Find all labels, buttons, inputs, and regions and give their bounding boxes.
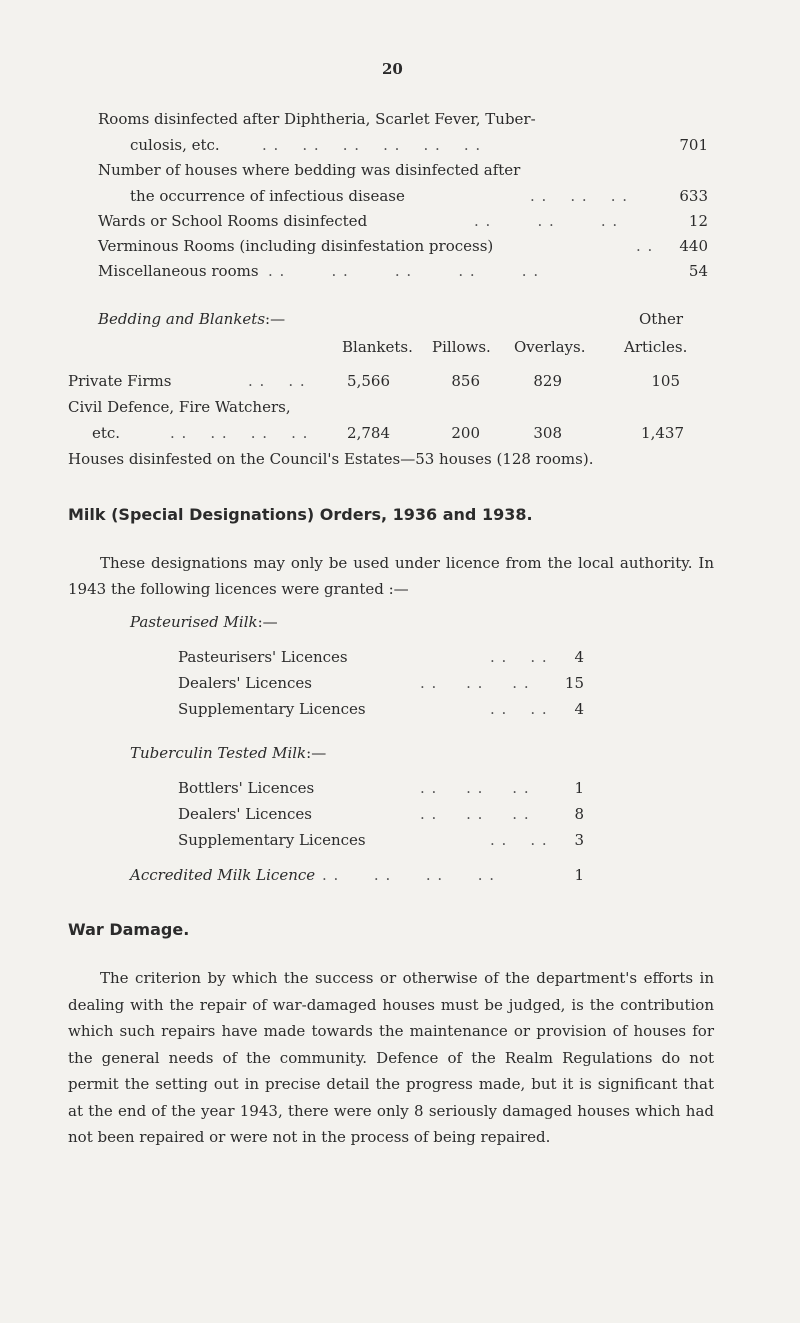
dot-leader: . . . . . . . . . .: [268, 262, 540, 280]
licence-value: 4: [574, 648, 584, 666]
disinfection-value: 701: [679, 136, 708, 154]
milk-heading: Milk (Special Designations) Orders, 1936 and 1938.: [68, 505, 533, 524]
bedding-overlays: 308: [533, 424, 562, 442]
licence-value: 4: [574, 700, 584, 718]
bedding-overlays: 829: [533, 372, 562, 390]
licence-label: Dealers' Licences: [178, 674, 312, 692]
dot-leader: . . . . . .: [420, 779, 530, 797]
disinfection-label: Miscellaneous rooms: [98, 262, 259, 280]
pasteurised-title-text: Pasteurised Milk: [130, 613, 258, 631]
dot-leader: . . . . . . . .: [322, 866, 496, 884]
bedding-blankets: 2,784: [347, 424, 390, 442]
header-overlays: Overlays.: [514, 338, 586, 356]
bedding-title-text: Bedding and Blankets: [98, 310, 266, 328]
licence-label: Supplementary Licences: [178, 831, 366, 849]
licence-label: Supplementary Licences: [178, 700, 366, 718]
dot-leader: . . . .: [490, 831, 548, 849]
bedding-other: 1,437: [641, 424, 684, 442]
bedding-title: [98, 310, 285, 328]
bedding-row-label: etc.: [92, 424, 121, 442]
licence-label: Bottlers' Licences: [178, 779, 315, 797]
bedding-note: Houses disinfested on the Council's Estates—53 houses (128 rooms).: [68, 450, 594, 468]
page-number: 20: [382, 60, 403, 78]
disinfection-label: culosis, etc.: [130, 136, 220, 154]
header-pillows: Pillows.: [432, 338, 491, 356]
pasteurised-title-suffix: :—: [257, 613, 278, 631]
header-other: Other: [639, 310, 684, 328]
disinfection-value: 12: [688, 212, 708, 230]
licence-value: 15: [564, 674, 584, 692]
war-damage-text: The criterion by which the success or otherwise of the department's efforts in dealing with the repair of war-damaged houses must be judged, is the contribution which such repairs have made towards the maintenance or provision of houses for the general needs of the community. Defence of the Realm Regulations do not permit the setting out in precise detail the progress made, but it is significant that at the end of the year 1943, there were only 8 seriously damaged houses which had not been repaired or were not in the process of being repaired.: [68, 969, 714, 1146]
disinfection-label: the occurrence of infectious disease: [130, 187, 405, 205]
licence-label: Pasteurisers' Licences: [178, 648, 348, 666]
bedding-pillows: 200: [451, 424, 480, 442]
disinfection-label: Rooms disinfected after Diphtheria, Scarlet Fever, Tuber-: [98, 110, 536, 128]
licence-value: 8: [574, 805, 584, 823]
disinfection-label: Verminous Rooms (including disinfestation process): [98, 237, 494, 255]
dot-leader: . . . .: [248, 372, 306, 390]
header-articles: Articles.: [624, 338, 688, 356]
dot-leader: . . . . . . . .: [170, 424, 309, 442]
dot-leader: . . . .: [490, 700, 548, 718]
milk-intro: These designations may only be used under licence from the local authority. In 1943 the following licences were granted :—: [68, 554, 714, 598]
dot-leader: . . . . . .: [420, 674, 530, 692]
pasteurised-title: [130, 613, 278, 631]
bedding-row-label: Civil Defence, Fire Watchers,: [68, 398, 291, 416]
bedding-row-label: Private Firms: [68, 372, 172, 390]
dot-leader: . . . .: [490, 648, 548, 666]
licence-value: 1: [574, 779, 584, 797]
dot-leader: . .: [636, 237, 654, 255]
war-damage-heading: War Damage.: [68, 920, 190, 939]
dot-leader: . . . . . .: [474, 212, 619, 230]
bedding-other: 105: [651, 372, 680, 390]
tuberculin-title: [130, 744, 326, 762]
tuberculin-title-suffix: :—: [306, 744, 327, 762]
header-blankets: Blankets.: [342, 338, 413, 356]
disinfection-label: Wards or School Rooms disinfected: [98, 212, 368, 230]
bedding-pillows: 856: [451, 372, 480, 390]
disinfection-value: 633: [679, 187, 708, 205]
dot-leader: . . . . . .: [420, 805, 530, 823]
dot-leader: . . . . . .: [530, 187, 629, 205]
bedding-blankets: 5,566: [347, 372, 390, 390]
licence-value: 1: [574, 866, 584, 884]
tuberculin-title-text: Tuberculin Tested Milk: [130, 744, 307, 762]
licence-label: Dealers' Licences: [178, 805, 312, 823]
disinfection-label: Number of houses where bedding was disinfected after: [98, 161, 521, 179]
bedding-title-suffix: :—: [265, 310, 286, 328]
dot-leader: . . . . . . . . . . . .: [262, 136, 482, 154]
accredited-label: Accredited Milk Licence: [130, 866, 316, 884]
licence-value: 3: [574, 831, 584, 849]
disinfection-value: 440: [679, 237, 708, 255]
disinfection-value: 54: [688, 262, 708, 280]
